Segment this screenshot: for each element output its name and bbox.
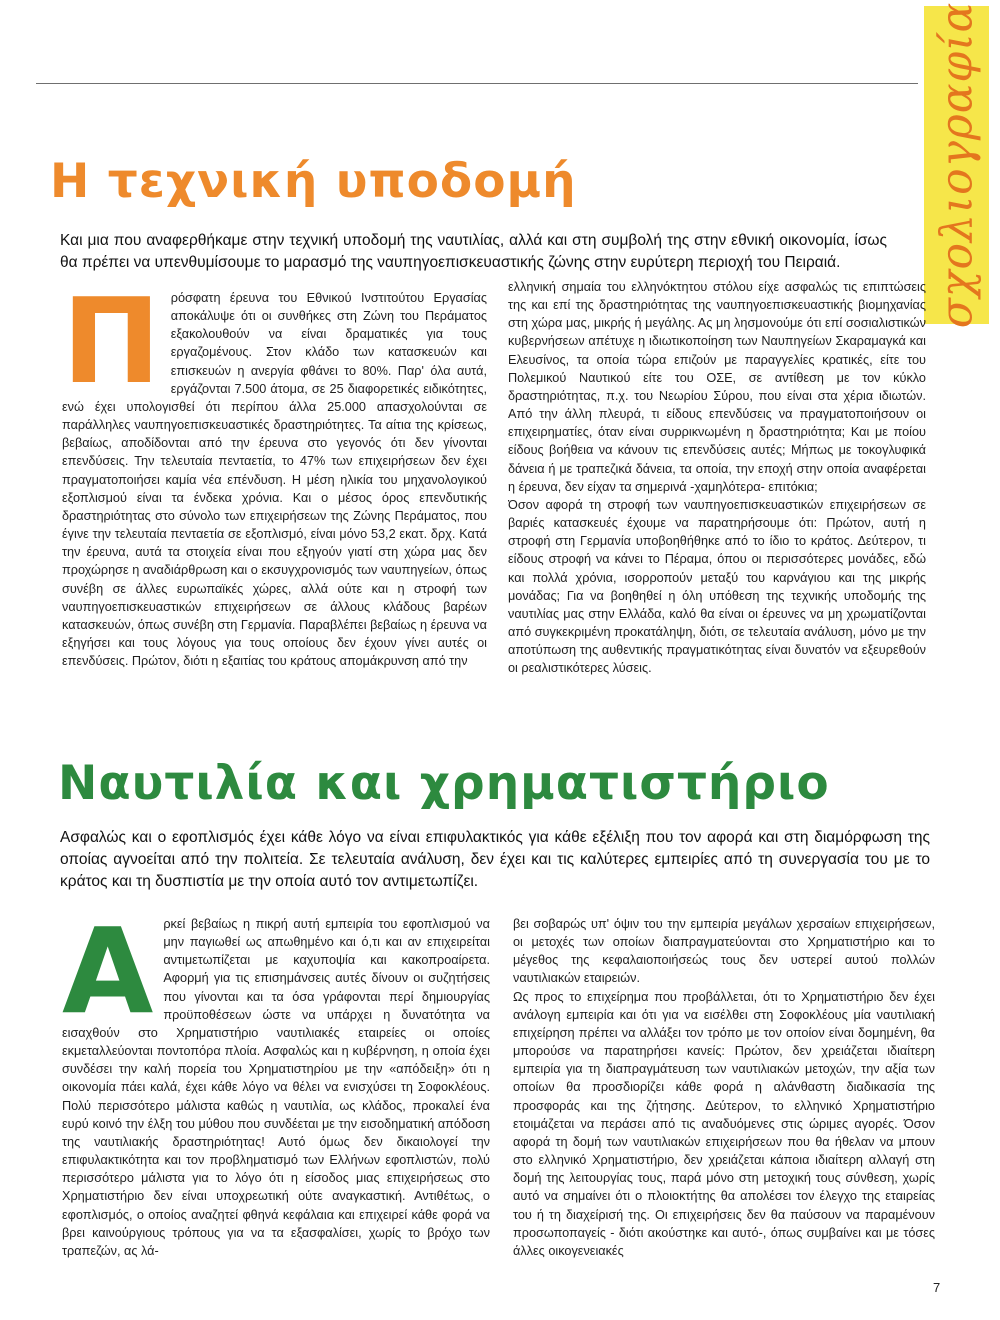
article1-column1-text: ρόσφατη έρευνα του Εθνικού Ινστιτούτου Εργασίας αποκάλυψε ότι οι συνθήκες στη Ζώνη του Περάματος εξακολουθούν να είναι δραματικές για τους εργαζομένους. Στον κλάδο των κατασκευών και επισκευών η ανεργία φθάνει το 80%. Παρ' όλα αυτά, εργάζονται 7.500 άτομα, σε 25 διαφορετικές ειδικότητες, ενώ έχει υπολογισθεί ότι περίπου άλλα 25.000 απασχολούνται σε παράλληλες ναυπηγοεπισκευαστικές δραστηριότητες. Τα αίτια της κρίσεως, βεβαίως, αποδίδονται από την έρευνα στο γεγονός ότι δεν γίνονται επενδύσεις. Την τελευταία πενταετία, το 47% των επιχειρήσεων δεν έχει πραγματοποιήσει καμία νέα επένδυση. Η μέση ηλικία του μηχανολογικού εξοπλισμού είναι τα ένδεκα χρόνια. Και ο μέσος όρος επενδυτικής δραστηριότητας στο σύνολο των επιχειρήσεων της Ζώνης Περάματος, που έγινε την τελευταία πενταετία σε εξοπλισμό, είναι μόνο 53,2 εκατ. δρχ. Κατά την έρευνα, αυτά τα στοιχεία είναι που εξηγούν γιατί στη χώρα μας δεν προχώρησε η αναδιάρθρωση και ο εκσυγχρονισμός των ναυπηγείων, όπως συνέβη σε άλλες ευρωπαϊκές χώρες, αλλά ούτε και η στροφή των ναυπηγοεπισκευαστικών επιχειρήσεων σε άλλους κλάδους βαρέων κατασκευών, όπως συνέβη στη Γερμανία. Παραβλέπει βεβαίως η έρευνα να εξηγήσει και τους λόγους για τους οποίους δεν έχουν γίνει αυτές οι επενδύσεις. Πρώτον, διότι η εξαιτίας του κράτους απομάκρυνση από την	[62, 291, 487, 669]
article1-title: Η τεχνική υποδομή	[50, 154, 577, 209]
article2-dropcap: Α	[62, 915, 154, 1040]
article2-column2	[513, 915, 935, 1295]
page-number: 7	[933, 1280, 941, 1295]
article2-column1	[62, 915, 490, 1295]
article1-column1	[62, 289, 487, 699]
article1-column2	[508, 278, 926, 688]
article1-dropcap: Π	[62, 289, 161, 410]
article2-column1-text: ρκεί βεβαίως η πικρή αυτή εμπειρία του εφοπλισμού να μην παγιωθεί ως απωθημένο και ό,τι και αν επιχειρείται αντιμετωπίζεται με καχυποψία και κακοπροαίρετα. Αφορμή για τις επισημάνσεις αυτές δίνουν οι συζητήσεις που γίνονται και τα όσα γράφονται περί δημιουργίας προϋποθέσεων ώστε να υπάρχει η δυνατότητα να εισαχθούν στο Χρηματιστήριο ναυτιλιακές εταιρείες οι οποίες εκμεταλλεύονται ποντοπόρα πλοία. Ασφαλώς και η κυβέρνηση, η οποία έχει συνδέσει την καλή πορεία του Χρηματιστηρίου με την «απόδειξη» ότι η οικονομία πάει καλά, έχει κάθε λόγο να θέλει να ενισχύσει τη Σοφοκλέους. Πολύ περισσότερο μάλιστα καθώς η ναυτιλία, ως κλάδος, προκαλεί ένα ευρύ κοινό την έλξη του μύθου που συνδέεται με την εισοδηματική απόδοση της ναυτιλιακής δραστηριότητας! Αυτό όμως δεν δικαιολογεί την επιφυλακτικότητα και τον προβληματισμό των Ελλήνων εφοπλιστών, πολύ περισσότερο μάλιστα για το λόγο ότι η είσοδος μιας επιχειρήσεως στο Χρηματιστήριο δεν είναι υποχρεωτική ούτε αναγκαστική. Αντιθέτως, ο εφοπλισμός, ο οποίος αναζητεί φθηνά κεφάλαια και επιχειρεί κάθε φορά να βρει καινούργιους τρόπους για να τα εξασφαλίσει, χωρίς το βρόχο των τραπεζών, ας λά-	[62, 917, 490, 1258]
article2-column2-para2: Ως προς το επιχείρημα που προβάλλεται, ότι το Χρηματιστήριο δεν έχει ανάλογη εμπειρία και ότι για να εισέλθει στη Σοφοκλέους μία ναυτιλιακή επιχείρηση πρέπει να αλλάξει τον τρόπο με τον οποίον είναι δομημένη, θα μπορούσε να παρατηρήσει κανείς: Πρώτον, δεν χρειάζεται ιδιαίτερη εμπειρία για τη διαπραγμάτευση των ναυτιλιακών μετοχών, την αξία των οποίων θα προσδιορίζει κάθε φορά η αλάνθαστη διαδικασία της προσφοράς και της ζήτησης. Δεύτερον, το ελληνικό Χρηματιστήριο ετοιμάζεται να περάσει από τις αναδυόμενες στις ώριμες αγορές. Όσον αφορά τη δομή των ναυτιλιακών επιχειρήσεων που θα ήθελαν να μπουν στο ελληνικό Χρηματιστήριο, δεν χρειάζεται κάποια ιδιαίτερη αλλαγή στη δομή της λειτουργίας τους, παρά μόνο στη μετοχική τους σύνθεση, χωρίς αυτό να σημαίνει ότι ο πλοιοκτήτης θα απολέσει τον έλεγχο της εταιρείας του ή τη διαχείρισή της. Οι επιχειρήσεις δεν θα παύσουν να παραμένουν προσωποπαγείς - διότι ακούστηκε και αυτό-, όπως συμβαίνει και με τόσες άλλες οικογενειακές	[513, 989, 935, 1258]
header-rule	[36, 83, 918, 84]
article2-lede: Ασφαλώς και ο εφοπλισμός έχει κάθε λόγο να είναι επιφυλακτικός για κάθε εξέλιξη που τον αφορά και στη διαμόρφωση της οποίας αγνοείται από την πολιτεία. Σε τελευταία ανάλυση, δεν έχει και τις καλύτερες εμπειρίες από τη συνεργασία του με το κράτος και τη δυσπιστία με την οποία αυτό τον αντιμετωπίζει.	[60, 829, 930, 890]
section-tab-label: σχολιογραφία	[931, 1, 982, 329]
section-tab	[924, 1, 989, 329]
article2-column2-para1: βει σοβαρώς υπ' όψιν του την εμπειρία μεγάλων χερσαίων επιχειρήσεων, οι μετοχές των οποίων διαπραγματεύονται στο Χρηματιστήριο και το μέγεθος της κεφαλαιοποιήσεώς τους δεν υστερεί αυτού πολλών ναυτιλιακών εταιρειών.	[513, 917, 935, 986]
article1-column2-para2: Όσον αφορά τη στροφή των ναυπηγοεπισκευαστικών επιχειρήσεων σε βαριές κατασκευές έχουμε να παρατηρήσουμε ότι: Πρώτον, αυτή η στροφή στη Γερμανία υποβοηθήθηκε από το ίδιο το κράτος. Δεύτερον, τι είδους στροφή να κάνει το Πέραμα, όπου οι περισσότερες μονάδες, εδώ και πολλά χρόνια, ισορροπούν μεταξύ του καρνάγιου και της μικρής μονάδας; Για να βοηθηθεί η όλη υπόθεση της τεχνικής υποδομής της ναυτιλίας μας στην Ελλάδα, καλό θα είναι οι έρευνες να μη χρωματίζονται από συγκεκριμένη προκατάληψη, διότι, σε τελευταία ανάλυση, μόνο με την αποτύπωση της αυθεντικής πραγματικότητας είναι δυνατόν να εξευρεθούν οι ρεαλιστικότερες λύσεις.	[508, 497, 926, 676]
article1-column2-para1: ελληνική σημαία του ελληνόκτητου στόλου είχε ασφαλώς τις επιπτώσεις της και επί της δραστηριότητας της ναυπηγοεπισκευαστικής βιομηχανίας στη χώρα μας, μικρής ή μεγάλης. Ας μη λησμονούμε ότι επί σοσιαλιστικών κυβερνήσεων απέτυχε η ιδιωτικοποίηση των Ναυπηγείων Σκαραμαγκά και Ελευσίνος, τα οποία τώρα επιζούν με παραγγελίες κρατικές, είτε του Πολεμικού Ναυτικού είτε του ΟΣΕ, σε αντίθεση με τον κύκλο δραστηριότητας, π.χ. του Νεωρίου Σύρου, που είναι στα χέρια ιδιωτών. Από την άλλη πλευρά, τι είδους επενδύσεις να πραγματοποιήσουν οι επιχειρηματίες, όταν είναι συρρικνωμένη η δραστηριότητα; Και με ποίου είδους βοήθεια να κάνουν τις επενδύσεις αυτές; Μήπως με τοκογλυφικά δάνεια ή με τραπεζικά δάνεια, τα οποία, την εποχή στην οποία αναφέρεται η έρευνα, δεν είχαν τα σημερινά -χαμηλότερα- επιτόκια;	[508, 280, 926, 494]
article1-lede: Και μια που αναφερθήκαμε στην τεχνική υποδομή της ναυτιλίας, αλλά και στη συμβολή της στην εθνική οικονομία, ίσως θα πρέπει να υπενθυμίσουμε το μαρασμό της ναυπηγοεπισκευαστικής ζώνης στην ευρύτερη περιοχή του Πειραιά.	[60, 232, 887, 271]
article2-title: Ναυτιλία και χρηματιστήριο	[58, 756, 830, 811]
